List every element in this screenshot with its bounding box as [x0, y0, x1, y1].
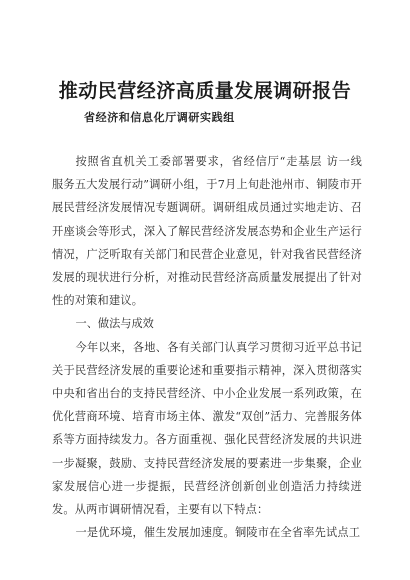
paragraph-point-one: 一是优环境，催生发展加速度。铜陵市在全省率先试点工	[75, 526, 361, 540]
paragraph-overview: 今年以来，各地、各有关部门认真学习贯彻习近平总书记关于民营经济发展的重要论述和重要指示精神，深入贯彻落实中央和省出台的支持民营经济、中小企业发展一系列政策，在优化营商环境、培育市场主体、激发“双创”活力、完善服务体系等方面持续发力。各方面重视、强化民营经济发展的共识进一步凝聚，鼓励、支持民营经济发展的要素进一步集聚，企业家发展信心进一步提振，民营经济创新创业创造活力持续迸发。从两市调研情况看，主要有以下特点：	[52, 340, 362, 517]
report-body	[52, 150, 362, 544]
paragraph-intro: 按照省直机关工委部署要求，省经信厅“走基层 访一线 服务五大发展行动”调研小组，于7月上旬赴池州市、铜陵市开展民营经济发展情况专题调研。调研组成员通过实地走访、召开座谈会等形式，深入了解民营经济发展态势和企业生产运行情况，广泛听取有关部门和民营企业意见，针对我省民营经济发展的现状进行分析，对推动民营经济高质量发展提出了针对性的对策和建议。	[52, 155, 362, 308]
section-heading: 一、做法与成效	[75, 317, 154, 331]
report-subtitle: 省经济和信息化厅调研实践组	[84, 111, 235, 124]
report-title: 推动民营经济高质量发展调研报告	[58, 80, 352, 102]
